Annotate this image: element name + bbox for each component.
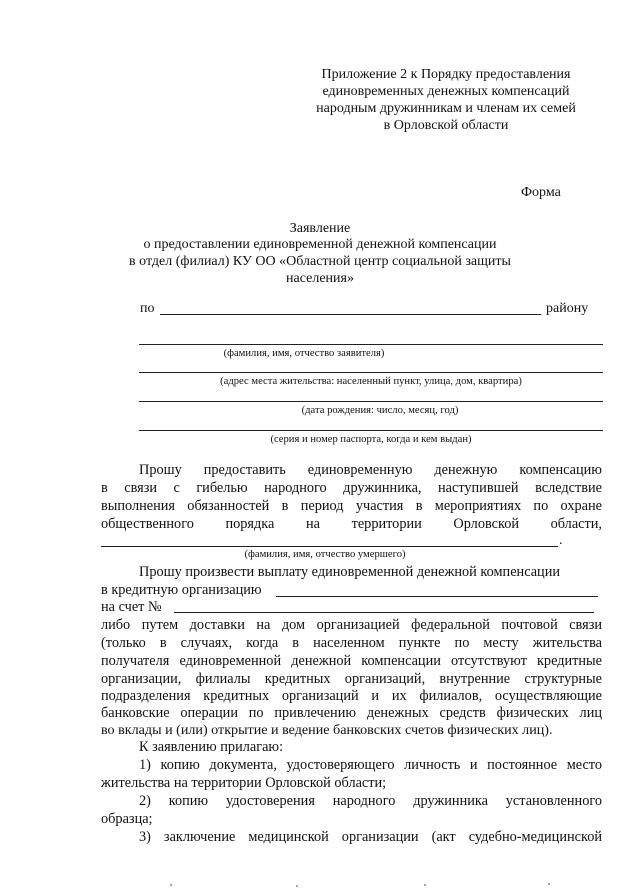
passport-field [139, 430, 603, 431]
title-line-4: населения» [286, 271, 354, 286]
title-line-3: в отдел (филиал) КУ ОО «Областной центр социальной защиты [129, 254, 511, 269]
address-caption: (адрес места жительства: населенный пункт, улица, дом, квартира) [220, 376, 522, 387]
request2-body-line-2: (только в случаях, когда в населенном пункте по месту жительства [101, 635, 602, 651]
request2-body-line-5: подразделения кредитных организаций и их филиалов, осуществляющие [101, 688, 602, 704]
account-field [174, 612, 594, 613]
scan-speck [170, 884, 172, 886]
district-prefix: по [140, 301, 155, 316]
account-label: на счет № [101, 599, 162, 615]
attachment-1-line-2: жительства на территории Орловской области; [101, 775, 387, 791]
attachment-2-line-2: образца; [101, 811, 153, 827]
request2-body-line-3: получателя единовременной денежной компенсации отсутствуют кредитные [101, 653, 602, 669]
appendix-line-3: народным дружинникам и членам их семей [316, 101, 576, 116]
scan-speck [548, 883, 550, 885]
applicant-name-field [139, 344, 603, 345]
birth-date-caption: (дата рождения: число, месяц, год) [301, 405, 459, 416]
attachments-intro: К заявлению прилагаю: [139, 739, 284, 755]
credit-org-label: в кредитную организацию [101, 582, 262, 598]
appendix-line-2: единовременных денежных компенсаций [322, 84, 570, 99]
request2-line-1: Прошу произвести выплату единовременной денежной компенсации [139, 564, 561, 580]
deceased-name-caption: (фамилия, имя, отчество умершего) [244, 549, 406, 560]
request1-line-3: выполнения обязанностей в период участия в мероприятиях по охране [101, 498, 602, 514]
deceased-name-field [101, 546, 558, 547]
request2-body-line-7: во вклады и (или) открытие и ведение банковских счетов физических лиц). [101, 722, 553, 738]
address-field [139, 372, 603, 373]
deceased-end-mark: . [559, 533, 563, 548]
appendix-line-1: Приложение 2 к Порядку предоставления [321, 67, 571, 82]
request1-line-2: в связи с гибелью народного дружинника, наступившей вследствие [101, 480, 602, 496]
request2-body-line-1: либо путем доставки на дом организацией федеральной почтовой связи [101, 617, 602, 633]
applicant-name-caption: (фамилия, имя, отчество заявителя) [223, 348, 385, 359]
district-suffix: району [546, 301, 589, 316]
passport-caption: (серия и номер паспорта, когда и кем выдан) [270, 434, 472, 445]
credit-org-field [276, 596, 598, 597]
form-label: Форма [521, 185, 561, 200]
request1-line-1: Прошу предоставить единовременную денежную компенсацию [139, 462, 602, 478]
scan-speck [424, 884, 426, 886]
attachment-2-line-1: 2) копию удостоверения народного дружинника установленного [139, 793, 602, 809]
request2-body-line-6: банковские операции по привлечению денежных средств физических лиц [101, 705, 602, 721]
request1-line-4: общественного порядка на территории Орловской области, [101, 516, 602, 532]
request2-body-line-4: организации, филиалы кредитных организаций, внутренние структурные [101, 671, 602, 687]
appendix-line-4: в Орловской области [383, 118, 509, 133]
attachment-3-line-1: 3) заключение медицинской организации (акт судебно-медицинской [139, 829, 602, 845]
district-field [160, 314, 541, 315]
scan-speck [296, 885, 298, 887]
birth-date-field [139, 401, 603, 402]
attachment-1-line-1: 1) копию документа, удостоверяющего личность и постоянное место [139, 757, 602, 773]
title-line-2: о предоставлении единовременной денежной компенсации [143, 237, 497, 252]
title-line-1: Заявление [289, 221, 351, 236]
